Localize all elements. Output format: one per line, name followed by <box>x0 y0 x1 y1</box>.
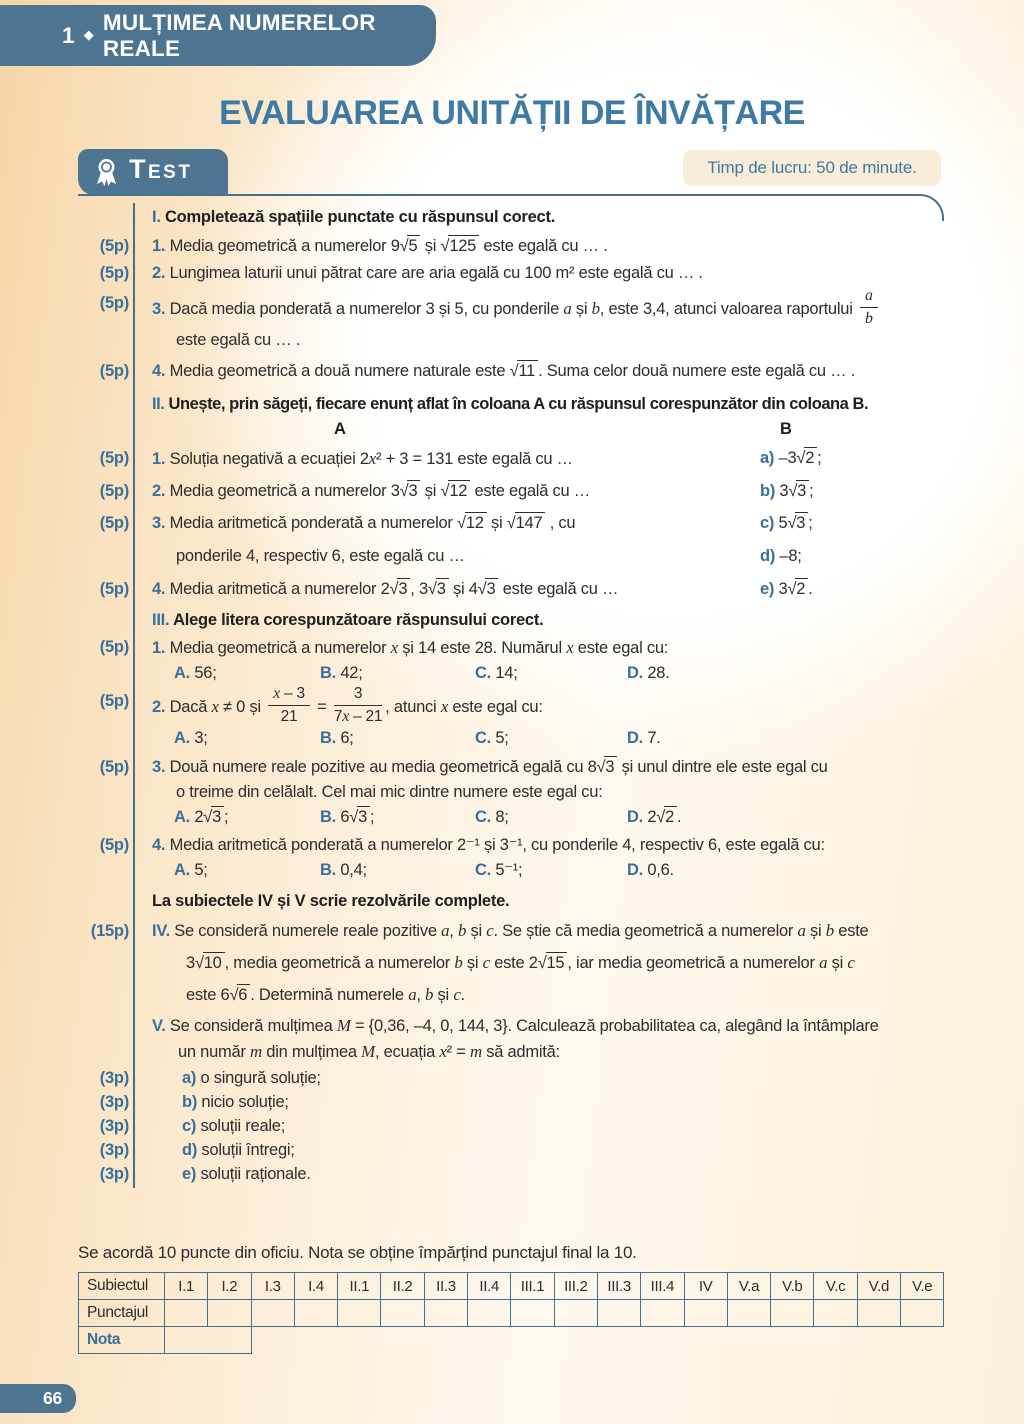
radicand: 3 <box>397 578 410 598</box>
question-number: 2. <box>152 698 166 717</box>
statement: 1. Soluția negativă a ecuației 2x² + 3 = 131 este egală cu … <box>152 449 573 469</box>
column-headers <box>152 417 951 440</box>
question-number: 1. <box>152 450 166 469</box>
points-badge: (5p) <box>99 692 129 711</box>
sqrt-expression: √3 <box>597 758 618 776</box>
option-letter: C. <box>475 808 491 827</box>
score-cell <box>771 1300 814 1327</box>
math-variable: a <box>864 287 873 304</box>
answer-letter: a) <box>760 449 775 468</box>
question-line: (5p) 3. Dacă media ponderată a numerelor 3 și 5, cu ponderile a și b, este 3,4, atunci valoarea raportului $\frac{a}{b}$ <box>152 291 951 328</box>
math-variable: b <box>591 299 600 319</box>
test-badge-label: Test <box>129 153 193 184</box>
points-badge: (5p) <box>99 294 129 312</box>
question-line: este 6√6 . Determină numerele a, b și c. <box>186 985 465 1005</box>
score-cell <box>554 1300 597 1327</box>
option-letter: D. <box>627 861 643 880</box>
question-number: 3. <box>152 300 166 319</box>
option-letter: A. <box>174 729 190 748</box>
question-number: 2. <box>152 264 166 282</box>
option: D. 2√2 . <box>627 808 682 827</box>
numerator <box>860 287 878 308</box>
option-letter: A. <box>174 664 190 683</box>
statement: 2. Media geometrică a numerelor 3√3 și √12 este egală cu … <box>152 482 590 501</box>
score-cell <box>814 1300 857 1327</box>
match-row <box>99 479 951 504</box>
score-grade-row <box>79 1327 944 1354</box>
question-number: 3. <box>152 758 166 777</box>
score-header-cell: I.3 <box>251 1273 294 1300</box>
points-badge: (5p) <box>99 264 129 282</box>
question-number: 2. <box>152 482 166 501</box>
math-variable: a <box>441 921 450 941</box>
math-variable: b <box>825 921 834 941</box>
option-letter: B. <box>320 808 336 827</box>
score-table <box>78 1272 944 1354</box>
radicand: 6 <box>237 984 250 1004</box>
score-cell <box>381 1300 424 1327</box>
score-cell <box>165 1300 208 1327</box>
options-row <box>152 805 951 830</box>
section-numeral: II. <box>152 395 165 414</box>
option: D. 7. <box>627 729 661 748</box>
score-header-cell: V.a <box>727 1273 770 1300</box>
fraction <box>334 685 382 725</box>
match-row <box>99 511 951 536</box>
question-number: 1. <box>152 237 166 255</box>
diamond-icon: ◆ <box>83 26 94 42</box>
math-variable: c <box>847 953 855 973</box>
math-variable: x <box>273 685 280 703</box>
math-variable: m <box>469 1042 482 1062</box>
radicand: 15 <box>546 952 568 972</box>
score-cell <box>857 1300 900 1327</box>
sqrt-expression: √2 <box>796 449 817 467</box>
option-letter: A. <box>174 861 190 880</box>
page-number: 66 <box>0 1384 76 1413</box>
answer-letter: e) <box>760 580 775 599</box>
test-body <box>90 203 951 1188</box>
option-letter: C. <box>475 664 491 683</box>
sqrt-expression: √12 <box>441 482 471 500</box>
option: A. 5; <box>174 861 208 880</box>
answer: a) –3√2 ; <box>760 449 822 468</box>
question-line: (5p) 2. Dacă x ≠ 0 și $\frac{x - 3}{21}$ = $\frac{3}{7x - 21}$ , atunci x este egal cu: <box>152 689 951 726</box>
subquestion: (3p) d) soluții întregi; <box>152 1138 951 1162</box>
subquestion: (3p) e) soluții raționale. <box>152 1162 951 1186</box>
radicand: 3 <box>436 578 449 598</box>
subquestion-letter: c) <box>182 1117 197 1136</box>
option-letter: C. <box>475 861 491 880</box>
points-badge: (3p) <box>99 1069 129 1088</box>
numerator: 3 <box>334 685 382 705</box>
question-line: un număr m din mulțimea M, ecuația x² = m să admită: <box>178 1042 560 1062</box>
instruction-heading: La subiectele IV și V scrie rezolvările complete. <box>152 892 510 911</box>
question-line: (15p) IV. Se consideră numerele reale pozitive a, b și c. Se știe că media geometrică a numerelor a și b este <box>152 915 951 947</box>
sqrt-expression: √3 <box>788 482 809 500</box>
question-line: (5p) 2. Lungimea laturii unui pătrat care are aria egală cu 100 m² este egală cu … . <box>152 261 951 286</box>
score-points-row <box>79 1300 944 1327</box>
option-letter: B. <box>320 861 336 880</box>
statement: 4. Media aritmetică a numerelor 2√3 , 3√3 și 4√3 este egală cu … <box>152 580 619 599</box>
answer: d) –8; <box>760 547 802 566</box>
math-variable: a <box>563 299 572 319</box>
question-line: este egală cu … . <box>176 331 301 350</box>
math-variable: x <box>211 697 219 717</box>
points-badge: (5p) <box>99 237 129 255</box>
option: B. 6√3 ; <box>320 808 375 827</box>
radicand: 3 <box>407 480 420 500</box>
subquestion: (3p) a) o singură soluție; <box>152 1066 951 1090</box>
radicand: 12 <box>448 480 470 500</box>
score-cell <box>511 1300 554 1327</box>
radicand: 147 <box>515 512 546 532</box>
sqrt-expression: √3 <box>203 808 224 826</box>
score-header-cell: III.4 <box>641 1273 684 1300</box>
question-number: V. <box>152 1017 166 1036</box>
math-variable: M <box>361 1042 375 1062</box>
radicand: 3 <box>211 806 224 826</box>
option: A. 56; <box>174 664 217 683</box>
math-variable: x <box>566 638 574 658</box>
radicand: 2 <box>795 578 808 598</box>
sqrt-expression: √10 <box>195 954 225 972</box>
option: B. 0,4; <box>320 861 367 880</box>
match-row <box>152 544 951 569</box>
option-letter: D. <box>627 808 643 827</box>
math-variable: x <box>368 449 376 469</box>
sqrt-expression: √2 <box>656 808 677 826</box>
option-letter: D. <box>627 729 643 748</box>
math-variable: c <box>453 985 461 1005</box>
subquestion: (3p) b) nicio soluție; <box>152 1090 951 1114</box>
radicand: 3 <box>485 578 498 598</box>
math-variable: M <box>336 1016 351 1036</box>
score-header-cell: II.2 <box>381 1273 424 1300</box>
points-badge: (15p) <box>90 922 129 941</box>
points-badge: (5p) <box>99 449 129 468</box>
subquestion: (3p) c) soluții reale; <box>152 1114 951 1138</box>
score-header-cell: II.1 <box>338 1273 381 1300</box>
radicand: 3 <box>795 512 808 532</box>
sqrt-expression: √15 <box>538 954 568 972</box>
radicand: 2 <box>664 806 677 826</box>
math-variable: x <box>439 1042 447 1062</box>
time-note-box <box>683 150 941 186</box>
score-header-cell: I.1 <box>165 1273 208 1300</box>
radicand: 2 <box>804 447 817 467</box>
question-line: (5p) 4. Media geometrică a două numere naturale este √11 . Suma celor două numere este egală cu … . <box>152 359 951 384</box>
option: D. 28. <box>627 664 670 683</box>
score-header-cell: III.1 <box>511 1273 554 1300</box>
score-header-cell: V.b <box>771 1273 814 1300</box>
score-row-label: Subiectul <box>79 1273 165 1300</box>
math-variable: b <box>425 985 434 1005</box>
sqrt-expression: √3 <box>390 580 411 598</box>
score-cell <box>251 1300 294 1327</box>
answer-letter: c) <box>760 514 775 533</box>
math-variable: a <box>408 985 417 1005</box>
radicand: 3 <box>796 480 809 500</box>
score-header-cell: V.d <box>857 1273 900 1300</box>
options-row <box>152 858 951 883</box>
points-badge: (5p) <box>99 758 129 777</box>
score-header-cell: III.3 <box>597 1273 640 1300</box>
score-cell <box>901 1300 944 1327</box>
answer: e) 3√2 . <box>760 580 813 599</box>
match-row <box>99 577 951 602</box>
question-line: (5p) 1. Media geometrică a numerelor x și 14 este 28. Numărul x este egal cu: <box>152 635 951 661</box>
score-cell <box>424 1300 467 1327</box>
section-numeral: III. <box>152 611 170 630</box>
score-header-row <box>79 1273 944 1300</box>
statement: ponderile 4, respectiv 6, este egală cu … <box>176 547 465 566</box>
question-number: 4. <box>152 362 166 381</box>
option: C. 5; <box>475 729 509 748</box>
radicand: 3 <box>357 806 370 826</box>
denominator <box>860 308 878 328</box>
radicand: 11 <box>517 360 538 380</box>
points-badge: (3p) <box>99 1165 129 1184</box>
score-header-cell: III.2 <box>554 1273 597 1300</box>
radicand: 3 <box>604 756 617 776</box>
math-variable: a <box>797 921 806 941</box>
section-heading: III. Alege litera corespunzătoare răspunsului corect. <box>152 611 544 630</box>
section-numeral: I. <box>152 208 161 226</box>
math-variable: x <box>342 707 350 725</box>
fraction <box>860 287 878 327</box>
points-badge: (5p) <box>99 362 129 381</box>
subquestion-letter: a) <box>182 1069 197 1088</box>
subquestion-letter: d) <box>182 1141 198 1160</box>
option-letter: B. <box>320 664 336 683</box>
page-title: EVALUAREA UNITĂȚII DE ÎNVĂȚARE <box>219 94 805 132</box>
points-badge: (5p) <box>99 580 129 599</box>
options-row <box>152 661 951 686</box>
sqrt-expression: √3 <box>349 808 370 826</box>
statement: 3. Media aritmetică ponderată a numerelor √12 și √147 , cu <box>152 514 576 533</box>
option: B. 42; <box>320 664 363 683</box>
chapter-label: MULȚIMEA NUMERELOR REALE <box>102 9 376 61</box>
time-note-text: Timp de lucru: 50 de minute. <box>707 158 917 177</box>
denominator: 7x – 21 <box>333 707 383 725</box>
question-line: (5p) 1. Media geometrică a numerelor 9√5 și √125 este egală cu … . <box>152 234 951 259</box>
radicand: 125 <box>448 235 479 255</box>
answer: c) 5√3 ; <box>760 514 813 533</box>
points-badge: (5p) <box>99 638 129 657</box>
score-header-cell: II.3 <box>424 1273 467 1300</box>
match-row <box>99 446 951 472</box>
score-cell <box>468 1300 511 1327</box>
medal-icon <box>93 157 120 188</box>
math-variable: b <box>457 921 467 941</box>
option: A. 3; <box>174 729 208 748</box>
math-variable: x <box>390 638 398 658</box>
points-badge: (5p) <box>99 482 129 501</box>
score-header-cell: V.c <box>814 1273 857 1300</box>
points-badge: (3p) <box>99 1141 129 1160</box>
option: C. 5⁻¹; <box>475 861 523 880</box>
option-letter: A. <box>174 808 190 827</box>
subquestion-letter: b) <box>182 1093 198 1112</box>
points-badge: (3p) <box>99 1093 129 1112</box>
score-header-cell: I.2 <box>208 1273 251 1300</box>
option-letter: C. <box>475 729 491 748</box>
answer-letter: b) <box>760 482 776 501</box>
question-line: V. Se consideră mulțimea M = {0,36, –4, 0, 144, 3}. Calculează probabilitatea ca, alegând la întâmplare <box>152 1016 879 1036</box>
score-cell <box>597 1300 640 1327</box>
option: D. 0,6. <box>627 861 674 880</box>
sqrt-expression: √3 <box>428 580 449 598</box>
score-cell <box>294 1300 337 1327</box>
sqrt-expression: √12 <box>457 514 487 532</box>
question-number: IV. <box>152 922 170 941</box>
subquestion-letter: e) <box>182 1165 197 1184</box>
column-a-header: A <box>334 420 346 439</box>
points-badge: (3p) <box>99 1117 129 1136</box>
content-rule <box>78 194 944 221</box>
question-number: 4. <box>152 836 166 855</box>
chapter-number: 1 <box>62 22 75 48</box>
score-cell <box>338 1300 381 1327</box>
options-row <box>152 726 951 751</box>
score-header-cell: II.4 <box>468 1273 511 1300</box>
sqrt-expression: √147 <box>507 514 546 532</box>
score-cell <box>208 1300 251 1327</box>
sqrt-expression: √3 <box>400 482 421 500</box>
option-letter: D. <box>627 664 643 683</box>
numerator: x – 3 <box>268 685 310 706</box>
score-header-cell: I.4 <box>294 1273 337 1300</box>
sqrt-expression: √5 <box>400 237 421 255</box>
score-header-cell: V.e <box>901 1273 944 1300</box>
score-cell <box>641 1300 684 1327</box>
test-badge <box>78 149 228 195</box>
sqrt-expression: √11 <box>510 362 538 380</box>
chapter-banner <box>0 5 436 66</box>
option: C. 14; <box>475 664 518 683</box>
math-variable: b <box>864 309 873 327</box>
sqrt-expression: √2 <box>787 580 808 598</box>
option: A. 2√3 ; <box>174 808 229 827</box>
answer-letter: d) <box>760 547 776 566</box>
score-row-label: Nota <box>79 1327 165 1354</box>
math-variable: x <box>440 697 449 717</box>
points-badge: (5p) <box>99 514 129 533</box>
denominator: 21 <box>280 708 298 726</box>
math-variable: m <box>250 1042 262 1062</box>
score-cell <box>684 1300 727 1327</box>
answer: b) 3√3 ; <box>760 482 814 501</box>
question-line: 3√10 , media geometrică a numerelor b și c este 2√15 , iar media geometrică a numerelor a și c <box>186 953 855 973</box>
points-badge: (5p) <box>99 836 129 855</box>
radicand: 5 <box>407 235 420 255</box>
question-line: o treime din celălalt. Cel mai mic dintre numere este egal cu: <box>176 783 603 802</box>
option: B. 6; <box>320 729 354 748</box>
sqrt-expression: √3 <box>787 514 808 532</box>
option-letter: B. <box>320 729 336 748</box>
sqrt-expression: √125 <box>441 237 480 255</box>
radicand: 10 <box>203 952 225 972</box>
score-cell <box>727 1300 770 1327</box>
section-heading: I. Completează spațiile punctate cu răspunsul corect. <box>152 208 556 226</box>
scoring-note: Se acordă 10 puncte din oficiu. Nota se obține împărțind punctajul final la 10. <box>78 1243 637 1262</box>
question-number: 1. <box>152 639 166 658</box>
math-variable: c <box>486 921 494 941</box>
math-variable: b <box>454 953 463 973</box>
sqrt-expression: √6 <box>229 986 250 1004</box>
question-number: 4. <box>152 580 166 599</box>
grade-cell <box>165 1327 252 1354</box>
sqrt-expression: √3 <box>478 580 499 598</box>
question-line: (5p) 3. Două numere reale pozitive au media geometrică egală cu 8√3 și unul dintre ele este egal cu <box>152 755 951 780</box>
section-heading: II. Unește, prin săgeți, fiecare enunț aflat în coloana A cu răspunsul corespunzător din coloana B. <box>152 395 869 414</box>
radicand: 12 <box>465 512 487 532</box>
math-variable: a <box>819 953 828 973</box>
option: C. 8; <box>475 808 509 827</box>
column-b-header: B <box>780 420 792 439</box>
fraction <box>268 685 310 725</box>
math-variable: c <box>482 953 490 973</box>
score-row-label: Punctajul <box>79 1300 165 1327</box>
question-line: (5p) 4. Media aritmetică ponderată a numerelor 2⁻¹ și 3⁻¹, cu ponderile 4, respectiv 6, este egală cu: <box>152 833 951 858</box>
score-header-cell: IV <box>684 1273 727 1300</box>
question-number: 3. <box>152 514 166 533</box>
